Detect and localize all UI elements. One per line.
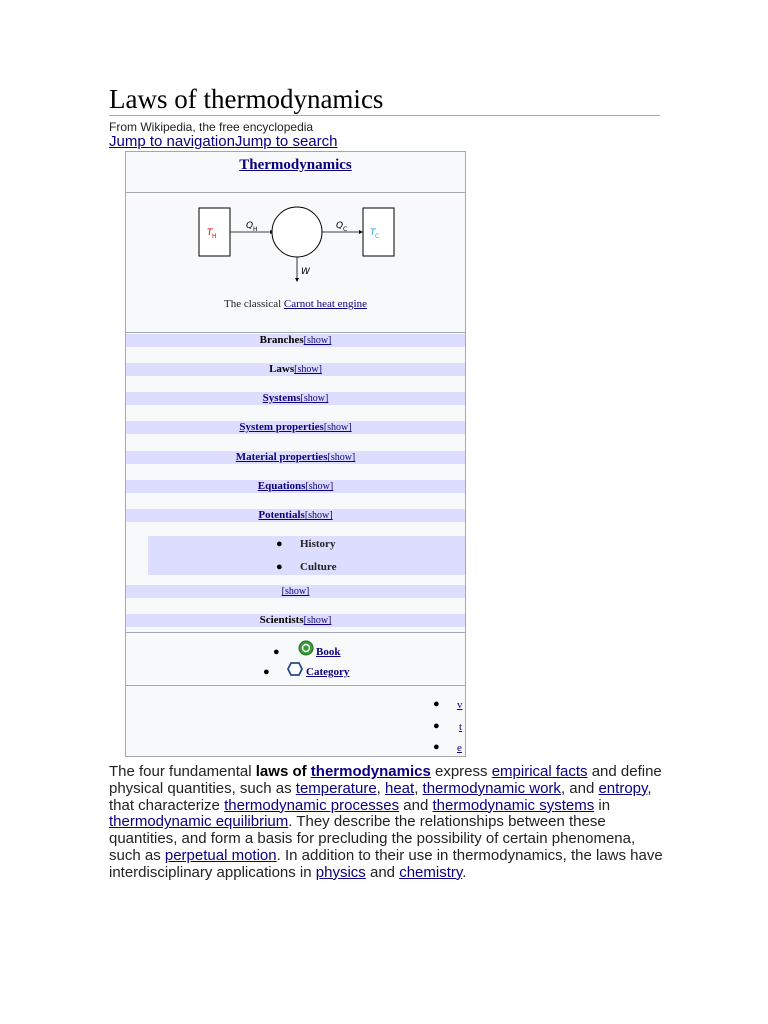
lead-text: express [430,763,492,780]
qc-sub: C [343,226,348,233]
jump-to-search-link[interactable]: Jump to search [234,133,338,150]
work-arrowhead [295,278,299,282]
diagram-caption [126,298,465,310]
laws-label: Laws [269,363,295,375]
bullet-dot: ● [276,561,283,573]
bullet-dot: ● [433,741,440,753]
carnot-heat-engine-link[interactable]: Carnot heat engine [283,298,367,310]
book-link[interactable]: Book [316,646,341,658]
th-label: T [207,228,213,238]
system-properties-link[interactable]: System properties [239,421,324,433]
bullet-dot: ● [263,666,270,678]
thermodynamic-systems-link[interactable]: thermodynamic systems [432,796,595,814]
carnot-engine-diagram[interactable] [126,152,467,292]
cold-reservoir [363,208,394,256]
chemistry-link[interactable]: chemistry [399,863,463,881]
qc-arrowhead [359,230,363,234]
scientists-show-toggle[interactable]: [show] [303,615,332,626]
lead-text: , [414,779,423,797]
empirical-facts-link[interactable]: empirical facts [491,763,588,780]
infobox-divider [126,685,465,686]
lead-text: . [462,863,467,881]
th-sub: H [212,233,217,240]
navbar-edit-link[interactable]: e [457,742,462,754]
lead-text: The four fundamental [109,763,256,780]
qh-label: Q [246,221,254,231]
book-icon [298,640,314,656]
laws-show-toggle[interactable]: [show] [294,364,322,375]
systems-show-toggle[interactable]: [show] [300,393,329,404]
branches-label: Branches [259,334,304,346]
jump-to-navigation-link[interactable]: Jump to navigation [109,133,235,150]
history-item: History [300,538,336,550]
material-properties-link[interactable]: Material properties [235,451,328,463]
lead-text: , that characterize [109,779,652,814]
hot-reservoir [199,208,230,256]
lead-text: . They describe the relationships between these quantities, and form a basis for precluding the possibility of certain phenomena, such as [109,813,636,864]
system-properties-show-toggle[interactable]: [show] [323,422,352,433]
tc-label: T [370,228,376,238]
section-systems [126,392,465,404]
infobox-divider [126,632,465,633]
section-scientists [126,614,465,626]
navbar-view-link[interactable]: v [457,699,463,711]
heat-link[interactable]: heat [385,779,415,797]
category-icon [287,662,303,676]
category-link[interactable]: Category [306,666,350,678]
section-material-properties [126,451,465,463]
temperature-link[interactable]: temperature [295,779,377,797]
lead-text: , [376,779,385,797]
lead-text: and [399,796,433,814]
systems-link[interactable]: Systems [262,392,301,404]
bullet-dot: ● [273,646,280,658]
thermodynamics-link[interactable]: thermodynamics [310,763,431,780]
section-system-properties [126,421,465,433]
section-unnamed [126,585,465,597]
scientists-label: Scientists [259,614,304,626]
potentials-show-toggle[interactable]: [show] [304,510,333,521]
lead-bold: laws of [255,763,311,780]
material-properties-show-toggle[interactable]: [show] [327,452,356,463]
section-potentials [126,509,465,521]
lead-text: and define physical quantities, such as [109,763,662,797]
qc-label: Q [336,221,344,231]
bullet-dot: ● [433,720,440,732]
lead-paragraph [109,764,665,882]
section-laws [126,363,465,375]
lead-text: . In addition to their use in thermodynamics, the laws have interdisciplinary applications in [109,846,663,881]
tagline: From Wikipedia, the free encyclopedia [109,120,314,134]
perpetual-motion-link[interactable]: perpetual motion [164,846,277,864]
section-branches [126,334,465,346]
section-equations [126,480,465,492]
tc-sub: C [375,233,380,240]
lead-text: in [594,796,611,814]
thermodynamic-work-link[interactable]: thermodynamic work [422,779,561,797]
culture-item: Culture [300,561,337,573]
engine-circle [272,207,322,257]
thermodynamic-processes-link[interactable]: thermodynamic processes [224,796,400,814]
lead-text: , and [560,779,599,797]
physics-link[interactable]: physics [315,863,366,881]
thermodynamic-equilibrium-link[interactable]: thermodynamic equilibrium [109,813,289,831]
entropy-link[interactable]: entropy [598,779,648,797]
bullet-dot: ● [433,698,440,710]
page-title: Laws of thermodynamics [109,84,384,114]
infobox-divider [126,332,465,333]
equations-show-toggle[interactable]: [show] [305,481,334,492]
infobox [125,151,466,757]
navbar-talk-link[interactable]: t [459,721,463,733]
caption-text: The classical [224,298,284,310]
lead-text: and [365,863,400,881]
unnamed-show-toggle[interactable]: [show] [281,586,310,597]
branches-show-toggle[interactable]: [show] [303,335,332,346]
qh-sub: H [253,226,258,233]
potentials-link[interactable]: Potentials [258,509,305,521]
infobox-title-link[interactable]: Thermodynamics [239,157,352,173]
title-divider [109,115,660,116]
w-label: W [301,267,310,277]
jump-links [109,133,337,150]
equations-link[interactable]: Equations [257,480,306,492]
bullet-dot: ● [276,538,283,550]
